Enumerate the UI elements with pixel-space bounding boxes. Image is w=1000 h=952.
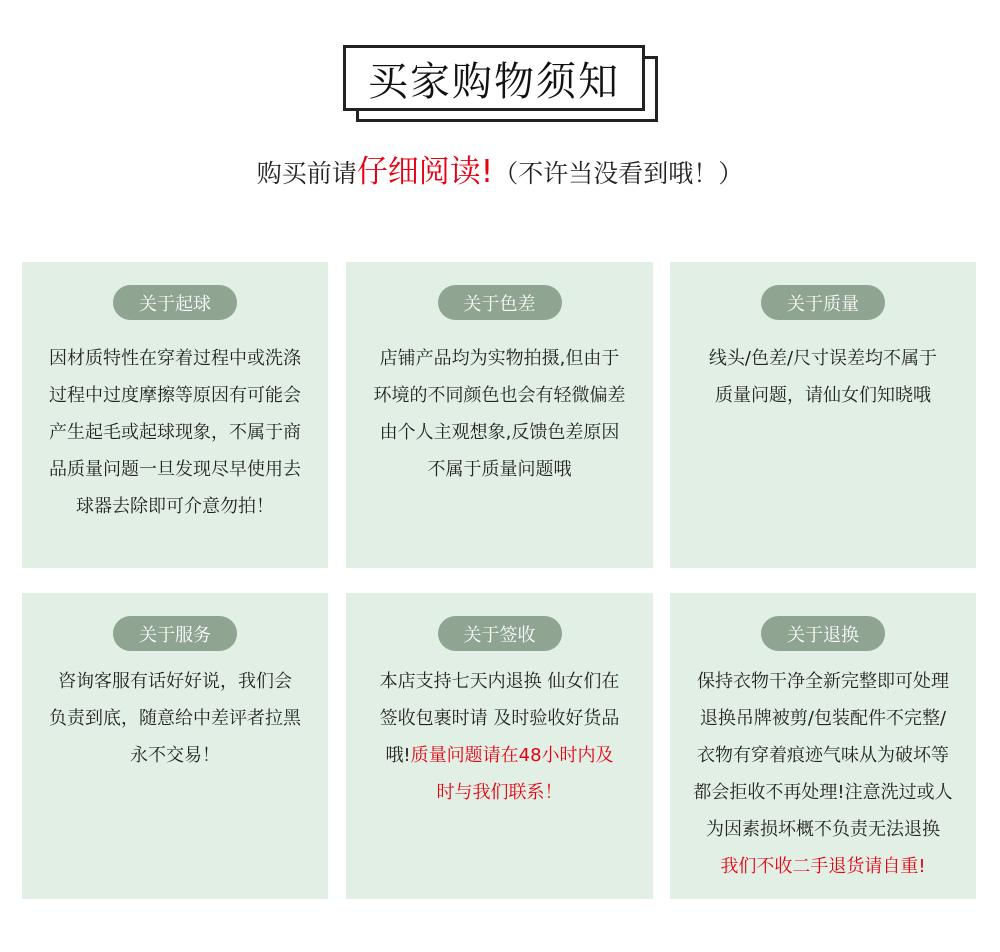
card-quality-label: 关于质量: [761, 285, 885, 320]
card-pilling-text: [30, 340, 320, 525]
subtitle: [0, 146, 1000, 191]
card-color-difference: [346, 262, 653, 568]
card-service-text: [30, 663, 320, 774]
text-line: 质量问题，请仙女们知晓哦: [715, 385, 931, 406]
text-line: 签收包裹时请 及时验收好货品: [379, 708, 620, 729]
card-returns-label: 关于退换: [761, 616, 885, 651]
card-returns: [670, 593, 976, 899]
text-line: 线头/色差/尺寸误差均不属于: [708, 348, 938, 369]
text-line: 由个人主观想象,反馈色差原因: [379, 422, 620, 443]
text-line: [354, 737, 645, 774]
highlight-text: 时与我们联系！: [436, 782, 563, 803]
text-line: 咨询客服有话好好说，我们会: [58, 671, 292, 692]
text-line: 店铺产品均为实物拍摄,但由于: [379, 348, 620, 369]
subtitle-pre: 购买前请: [256, 159, 357, 188]
card-returns-text: [678, 663, 968, 885]
card-receipt-label: 关于签收: [438, 616, 562, 651]
text-line: 环境的不同颜色也会有轻微偏差: [373, 385, 626, 406]
card-service-label: 关于服务: [113, 616, 237, 651]
text-line: 都会拒收不再处理!注意洗过或人: [693, 782, 953, 803]
card-pilling: [22, 262, 328, 568]
text-line: 为因素损坏概不负责无法退换: [706, 819, 940, 840]
card-receipt-text: [354, 663, 645, 811]
text-line: 负责到底，随意给中差评者拉黑: [49, 708, 301, 729]
subtitle-post: （不许当没看到哦！）: [493, 159, 744, 188]
text-line: 本店支持七天内退换 仙女们在: [379, 671, 620, 692]
text-line: 保持衣物干净全新完整即可处理: [697, 671, 949, 692]
text-line-pre: 哦!: [385, 745, 411, 766]
subtitle-highlight: 仔细阅读!: [356, 154, 494, 190]
page-title: [343, 45, 645, 111]
highlight-text: 质量问题请在48小时内及: [410, 745, 614, 766]
text-line: 过程中过度摩擦等原因有可能会: [49, 385, 301, 406]
page-title-text: 买家购物须知: [368, 58, 620, 105]
card-color-difference-label: 关于色差: [438, 285, 562, 320]
text-line: 因材质特性在穿着过程中或洗涤: [49, 348, 301, 369]
card-pilling-label: 关于起球: [113, 285, 237, 320]
text-line: 衣物有穿着痕迹气味从为破坏等: [697, 745, 949, 766]
text-line: 品质量问题一旦发现尽早使用去: [49, 459, 301, 480]
text-line: 产生起毛或起球现象，不属于商: [49, 422, 301, 443]
text-line: 球器去除即可介意勿拍！: [76, 496, 274, 517]
highlight-text: 我们不收二手退货请自重!: [720, 856, 926, 877]
card-service: [22, 593, 328, 899]
card-quality-text: [678, 340, 968, 414]
text-line: 永不交易！: [130, 745, 220, 766]
text-line: 退换吊牌被剪/包装配件不完整/: [699, 708, 947, 729]
card-quality: [670, 262, 976, 568]
card-receipt: [346, 593, 653, 899]
text-line: 不属于质量问题哦: [427, 459, 572, 480]
card-color-difference-text: [354, 340, 645, 488]
